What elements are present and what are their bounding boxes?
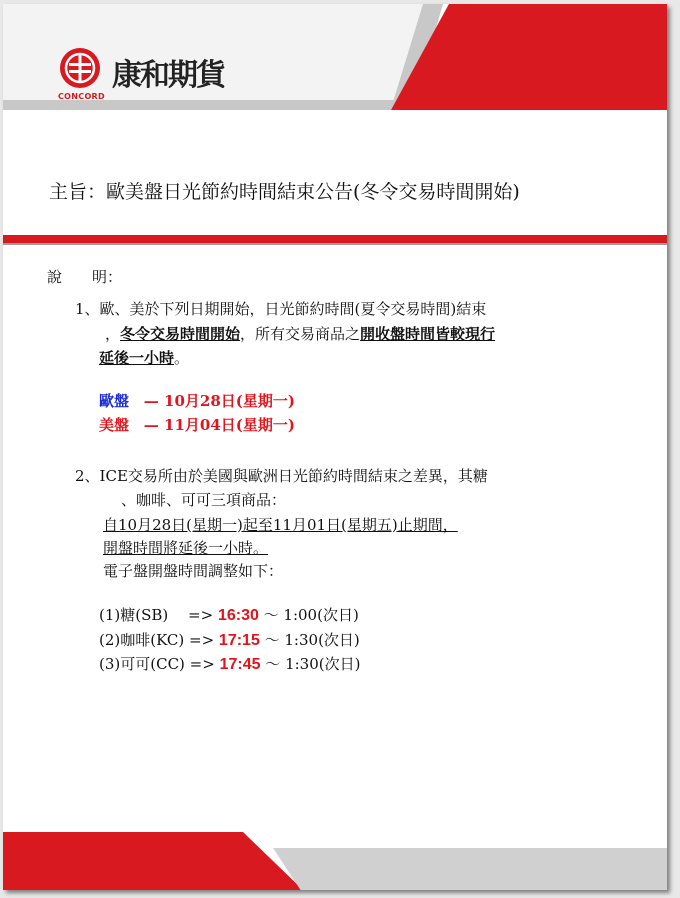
us-date: — 11月04日(星期一) xyxy=(143,416,295,434)
document-page xyxy=(3,4,667,890)
item1-period: 。 xyxy=(174,349,190,367)
schedule-open-time: 17:45 xyxy=(219,656,261,673)
schedule-name: (2)咖啡(KC) => xyxy=(99,631,215,649)
divider-red xyxy=(3,235,667,243)
delay-one-hour: 延後一小時 xyxy=(99,349,175,367)
schedule-open-time: 17:15 xyxy=(218,632,260,649)
item1-text: ，所有交易商品之 xyxy=(240,325,361,343)
open-close-notice: 開收盤時間皆較現行 xyxy=(360,325,496,343)
divider-gray xyxy=(3,243,667,245)
item2-line3: 自10月28日(星期一)起至11月01日(星期五)止期間， xyxy=(103,516,458,534)
schedule-open-time: 16:30 xyxy=(217,607,259,624)
item2-line5: 電子盤開盤時間調整如下： xyxy=(103,562,284,580)
concord-logo-icon xyxy=(58,46,102,90)
europe-date: — 10月28日(星期一) xyxy=(143,392,295,410)
subject-title: 主旨：歐美盤日光節約時間結束公告(冬令交易時間開始) xyxy=(49,181,520,203)
schedule-close-time: ～ 1:30(次日) xyxy=(265,655,361,673)
logo-chinese-text: 康和期貨 xyxy=(112,58,224,93)
item1-comma: ， xyxy=(105,325,121,343)
us-label: 美盤 xyxy=(99,416,130,434)
item2-line4: 開盤時間將延後一小時。 xyxy=(103,539,269,557)
europe-label: 歐盤 xyxy=(99,392,130,410)
intro-label: 說 明： xyxy=(47,268,123,286)
schedule-name: (1)糖(SB) => xyxy=(99,606,214,624)
footer-red-band xyxy=(3,832,303,890)
us-date-line xyxy=(99,414,295,435)
schedule-row xyxy=(99,629,360,650)
item1-line2 xyxy=(105,323,495,344)
item2-line1: 2、ICE交易所由於美國與歐洲日光節約時間結束之差異，其糖 xyxy=(75,467,488,485)
schedule-row xyxy=(99,653,360,674)
schedule-row xyxy=(99,604,359,625)
footer-gray-band xyxy=(273,848,667,890)
schedule-name: (3)可可(CC) => xyxy=(99,655,215,673)
item2-line2: 、咖啡、可可三項商品： xyxy=(121,491,287,509)
logo-english-text: CONCORD xyxy=(58,92,105,101)
item1-line3 xyxy=(99,347,189,368)
winter-time-start: 冬令交易時間開始 xyxy=(120,325,241,343)
europe-date-line xyxy=(99,390,295,411)
schedule-close-time: ～ 1:30(次日) xyxy=(264,631,360,649)
schedule-close-time: ～ 1:00(次日) xyxy=(263,606,359,624)
item1-line1: 1、歐、美於下列日期開始，日光節約時間(夏令交易時間)結束 xyxy=(75,300,487,318)
